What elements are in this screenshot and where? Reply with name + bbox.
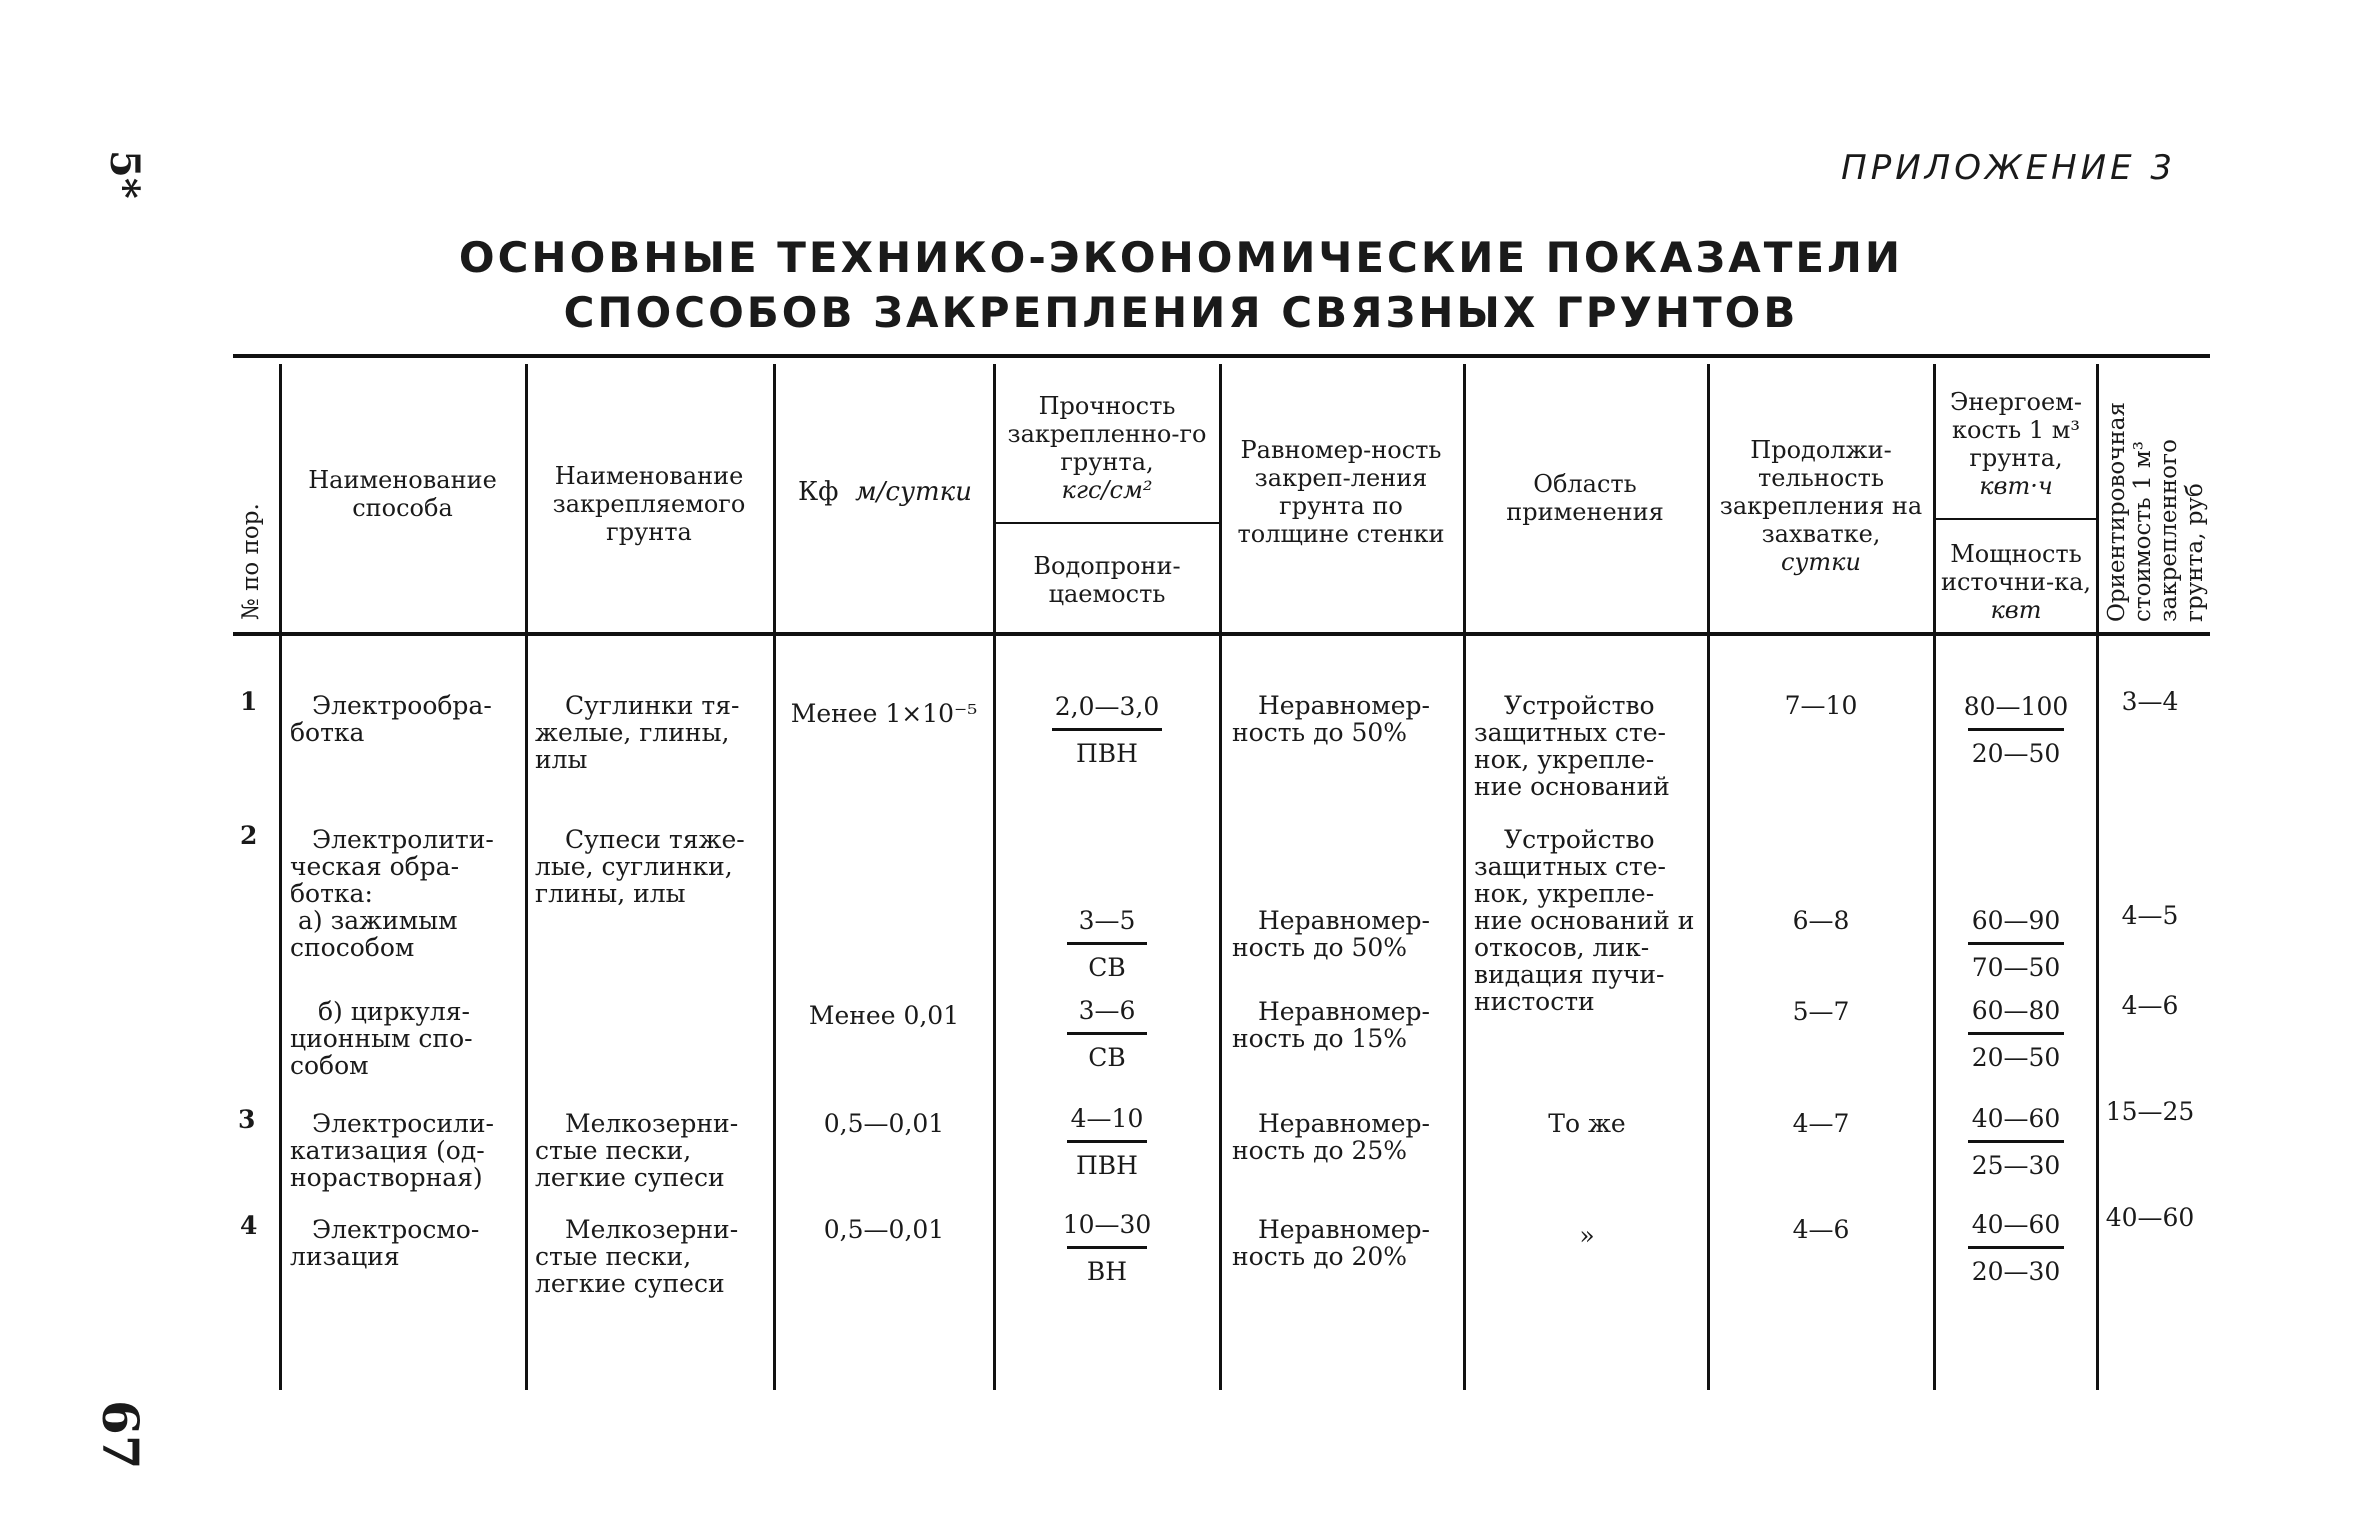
row-1-energy: 80—100: [1963, 692, 2069, 721]
row-1-cost: 3—4: [2121, 687, 2179, 716]
header-power-unit: квт: [1990, 596, 2042, 624]
col-divider-8: [1933, 364, 1936, 1390]
row-3-power: 25—30: [1971, 1151, 2061, 1180]
row-2b-cost: 4—6: [2121, 991, 2179, 1020]
page-title-line-2: СПОСОБОВ ЗАКРЕПЛЕНИЯ СВЯЗНЫХ ГРУНТОВ: [563, 288, 1799, 337]
row-2a-uniformity: Неравномер-ность до 50%: [1232, 906, 1430, 962]
appendix-label: ПРИЛОЖЕНИЕ 3: [1841, 148, 2176, 188]
row-1-number: 1: [240, 687, 258, 716]
row-1-strength: 2,0—3,0: [1054, 692, 1160, 721]
row-3-duration: 4—7: [1792, 1109, 1850, 1138]
col-divider-5: [1219, 364, 1222, 1390]
row-2a-cost: 4—5: [2121, 901, 2179, 930]
row-1-uniformity: Неравномер-ность до 50%: [1232, 691, 1430, 747]
col-divider-4: [993, 364, 996, 1390]
row-2b-method: б) циркуля-ционным спо-собом: [290, 997, 473, 1080]
col-divider-6: [1463, 364, 1466, 1390]
energy-split-rule: [1936, 518, 2096, 520]
header-uniformity: Равномер-ность закреп-ления грунта по толщине стенки: [1237, 436, 1445, 548]
col-divider-9: [2096, 364, 2099, 1390]
row-2b-strength: 3—6: [1078, 996, 1136, 1025]
row-4-energy: 40—60: [1971, 1210, 2061, 1239]
header-energy-unit: квт·ч: [1979, 472, 2053, 500]
header-duration: [1714, 436, 1928, 576]
row-1-power: 20—50: [1971, 739, 2061, 768]
row-4-power: 20—30: [1971, 1257, 2061, 1286]
row-2a-permeability: СВ: [1088, 953, 1126, 982]
header-strength-unit: кгс/см²: [1061, 476, 1153, 504]
col-divider-2: [525, 364, 528, 1390]
row-2b-kf: Менее 0,01: [808, 1001, 960, 1030]
header-power: [1940, 540, 2092, 624]
row-3-strength-fraction: [1000, 1104, 1214, 1181]
row-2a-power: 70—50: [1971, 953, 2061, 982]
row-1-energy-fraction: [1940, 692, 2092, 769]
signature-marker: 5*: [101, 150, 148, 199]
col-divider-3: [773, 364, 776, 1390]
row-2b-duration: 5—7: [1792, 997, 1850, 1026]
row-2b-strength-fraction: [1000, 996, 1214, 1073]
row-3-uniformity: Неравномер-ность до 25%: [1232, 1109, 1430, 1165]
header-kf-symbol: Кф: [798, 477, 839, 507]
page-number: 67: [91, 1400, 150, 1470]
header-duration-unit: сутки: [1781, 548, 1861, 576]
row-4-strength: 10—30: [1062, 1210, 1152, 1239]
row-3-soil: Мелкозерни-стые пески, легкие супеси: [535, 1109, 739, 1192]
row-1-soil: Суглинки тя-желые, глины, илы: [535, 691, 740, 774]
header-cost: [2104, 362, 2208, 622]
header-kf: [780, 478, 990, 506]
row-2-method: Электролити-ческая обра-ботка:: [290, 825, 494, 908]
table-top-rule: [233, 354, 2210, 358]
row-2-area: Устройство защитных сте-нок, укрепле-ние оснований и откосов, лик-видация пучи-нистости: [1474, 825, 1695, 1016]
header-number-text: № по пор.: [238, 503, 264, 620]
row-4-uniformity: Неравномер-ность до 20%: [1232, 1215, 1430, 1271]
header-power-text: Мощность источни-ка,: [1940, 540, 2092, 596]
row-1-duration: 7—10: [1784, 691, 1858, 720]
page-title-line-1: ОСНОВНЫЕ ТЕХНИКО-ЭКОНОМИЧЕСКИЕ ПОКАЗАТЕЛИ: [458, 233, 1904, 282]
row-1-strength-fraction: [1000, 692, 1214, 769]
header-number: [238, 390, 264, 620]
row-3-energy-fraction: [1940, 1104, 2092, 1181]
row-2a-duration: 6—8: [1792, 906, 1850, 935]
row-3-area: То же: [1548, 1109, 1626, 1138]
header-energy-text: Энергоем-кость 1 м³ грунта,: [1950, 388, 2082, 472]
row-2b-uniformity: Неравномер-ность до 15%: [1232, 997, 1430, 1053]
col-divider-1: [279, 364, 282, 1390]
header-strength-text: Прочность закрепленно-го грунта,: [1007, 392, 1207, 476]
row-2a-strength: 3—5: [1078, 906, 1136, 935]
col-divider-7: [1707, 364, 1710, 1390]
row-3-permeability: ПВН: [1076, 1151, 1138, 1180]
row-1-method: Электрообра-ботка: [290, 691, 492, 747]
row-2b-permeability: СВ: [1088, 1043, 1126, 1072]
header-energy: [1940, 388, 2092, 500]
header-permeability: Водопрони-цаемость: [1033, 552, 1181, 608]
row-4-method: Электросмо-лизация: [290, 1215, 480, 1271]
row-4-soil: Мелкозерни-стые пески, легкие супеси: [535, 1215, 739, 1298]
strength-split-rule: [993, 522, 1219, 524]
row-4-number: 4: [240, 1211, 258, 1240]
row-2a-method: а) зажимым способом: [290, 906, 458, 962]
row-1-kf: Менее 1×10⁻⁵: [790, 699, 978, 728]
row-2b-power: 20—50: [1971, 1043, 2061, 1072]
row-3-strength: 4—10: [1070, 1104, 1144, 1133]
row-2a-energy-fraction: [1940, 906, 2092, 983]
row-4-strength-fraction: [1000, 1210, 1214, 1287]
header-strength: [1000, 392, 1214, 504]
row-4-cost: 40—60: [2105, 1203, 2195, 1232]
row-4-energy-fraction: [1940, 1210, 2092, 1287]
row-4-permeability: ВН: [1086, 1257, 1128, 1286]
row-2b-energy-fraction: [1940, 996, 2092, 1073]
row-4-area: »: [1579, 1221, 1595, 1250]
row-2a-strength-fraction: [1000, 906, 1214, 983]
row-2a-energy: 60—90: [1971, 906, 2061, 935]
header-kf-unit: м/сутки: [855, 477, 972, 507]
header-area: Область применения: [1506, 470, 1664, 526]
row-3-number: 3: [238, 1105, 256, 1134]
row-4-duration: 4—6: [1792, 1215, 1850, 1244]
row-1-area: Устройство защитных сте-нок, укрепле-ние оснований: [1474, 691, 1670, 801]
row-4-kf: 0,5—0,01: [823, 1215, 945, 1244]
row-3-kf: 0,5—0,01: [823, 1109, 945, 1138]
header-method: Наименование способа: [308, 466, 497, 522]
row-2-soil: Супеси тяже-лые, суглинки, глины, илы: [535, 825, 745, 908]
header-soil: Наименование закрепляемого грунта: [552, 462, 746, 546]
row-3-method: Электросили-катизация (од-норастворная): [290, 1109, 494, 1192]
header-duration-text: Продолжи-тельность закрепления на захватке,: [1719, 436, 1923, 548]
row-1-permeability: ПВН: [1076, 739, 1138, 768]
row-3-cost: 15—25: [2105, 1097, 2195, 1126]
row-2-number: 2: [240, 821, 258, 850]
row-2b-energy: 60—80: [1971, 996, 2061, 1025]
header-cost-text: Ориентировочная стоимость 1 м³ закрепленного грунта, руб: [2104, 401, 2208, 622]
row-3-energy: 40—60: [1971, 1104, 2061, 1133]
